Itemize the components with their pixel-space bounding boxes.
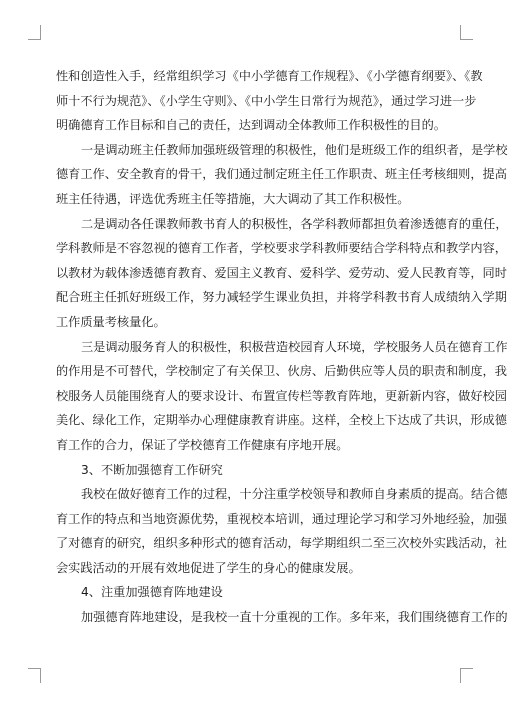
section-heading: 3、不断加强德育工作研究 (81, 462, 223, 477)
text-line: 师十不行为规范》、《小学生守则》、《中小学生日常行为规范》，通过学习进一步 (56, 93, 477, 108)
text-line: 班主任待遇，评选优秀班主任等措施，大大调动了其工作积极性。 (56, 191, 410, 206)
text-line: 性和创造性入手，经常组织学习《中小学德育工作规程》、《小学德育纲要》、《教 (56, 69, 483, 83)
crop-mark-top-right (460, 25, 473, 40)
text-line: 明确德育工作目标和自己的责任，达到调动全体教师工作积极性的目的。 (56, 118, 446, 133)
text-line: 了对德育的研究，组织多种形式的德育活动，每学期组织二至三次校外实践活动，社 (56, 536, 507, 551)
crop-mark-top-left (28, 25, 41, 40)
text-line: 育工作的特点和当地资源优势，重视校本培训，通过理论学习和学习外地经验，加强 (56, 511, 507, 526)
paragraph-start-line: 加强德育阵地建设，是我校一直十分重视的工作。多年来，我们围绕德育工作的 (81, 610, 508, 625)
paragraph-start-line: 我校在做好德育工作的过程，十分注重学校领导和教师自身素质的提高。结合德 (81, 487, 508, 502)
text-line: 的作用是不可替代，学校制定了有关保卫、伙房、后勤供应等人员的职责和制度，我 (56, 364, 507, 379)
document-body (56, 64, 508, 630)
text-line: 育工作的合力，保证了学校德育工作健康有序地开展。 (56, 437, 349, 452)
crop-mark-bottom-left (28, 668, 41, 683)
paragraph-start-line: 三是调动服务育人的积极性，积极营造校园育人环境，学校服务人员在德育工作 (81, 339, 508, 354)
text-line: 美化、绿化工作，定期举办心理健康教育讲座。这样，全校上下达成了共识，形成德 (56, 413, 507, 428)
text-line: 配合班主任抓好班级工作，努力减轻学生课业负担，并将学科教书育人成绩纳入学期 (56, 290, 507, 305)
crop-mark-bottom-right (460, 668, 473, 683)
text-line: 学科教师是不容忽视的德育工作者，学校要求学科教师要结合学科特点和教学内容， (56, 241, 507, 256)
paragraph-start-line: 二是调动各任课教师教书育人的积极性，各学科教师都担负着渗透德育的重任， (81, 216, 508, 231)
text-line: 会实践活动的开展有效地促进了学生的身心的健康发展。 (56, 560, 361, 575)
section-heading: 4、注重加强德育阵地建设 (81, 585, 223, 600)
text-line: 德育工作、安全教育的骨干，我们通过制定班主任工作职责、班主任考核细则，提高 (56, 167, 507, 182)
text-line: 工作质量考核量化。 (56, 314, 166, 329)
paragraph-start-line: 一是调动班主任教师加强班级管理的积极性，他们是班级工作的组织者，是学校 (81, 142, 508, 157)
text-line: 以教材为载体渗透德育教育、爱国主义教育、爱科学、爱劳动、爱人民教育等，同时 (56, 265, 507, 280)
text-line: 校服务人员能围绕育人的要求设计、布置宣传栏等教育阵地，更新新内容，做好校园 (56, 388, 507, 403)
